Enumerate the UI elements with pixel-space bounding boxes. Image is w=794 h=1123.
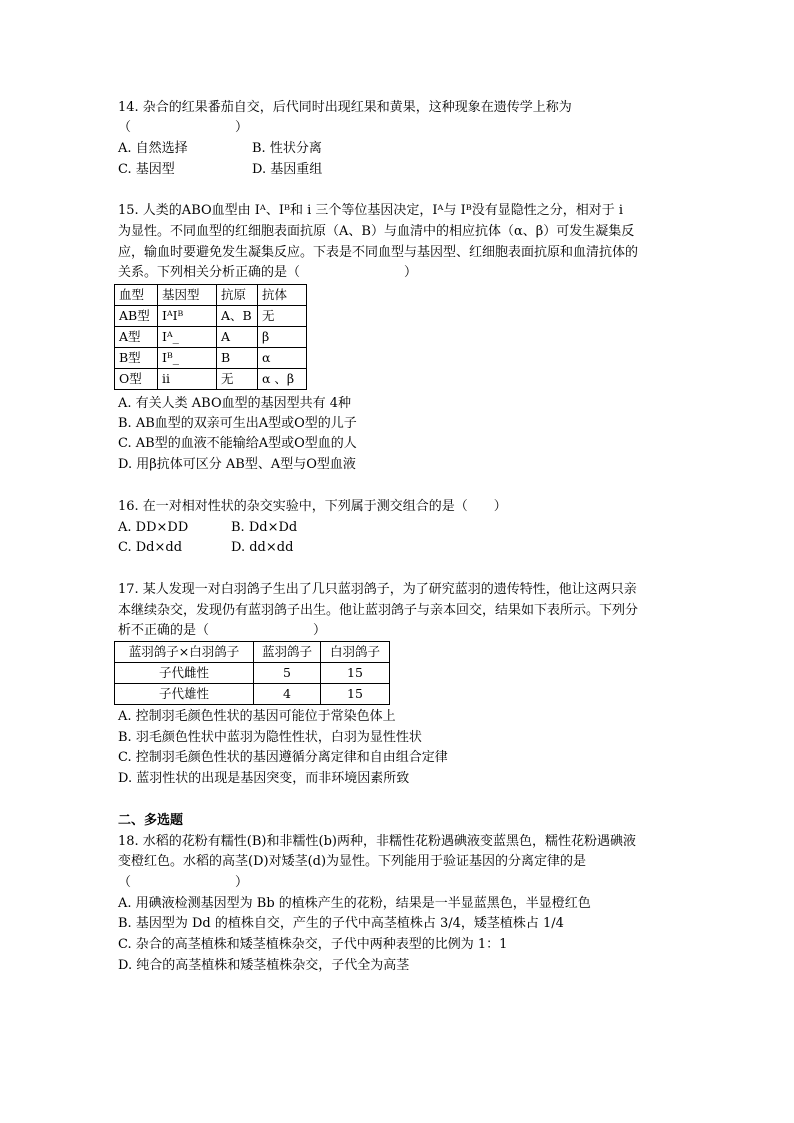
q16-option-b: B. Dd×Dd [231,520,298,535]
table-cell: 子代雄性 [115,684,254,705]
table-cell: 5 [254,663,321,684]
table-cell: α [258,348,307,369]
table-cell: A、B [217,306,258,327]
q16-option-c: C. Dd×dd [118,540,183,555]
table-cell: β [258,327,307,348]
q14-option-b: B. 性状分离 [252,141,322,156]
table-header-row [115,285,307,306]
q15-option-b: B. AB血型的双亲可生出A型或O型的儿子 [118,416,357,431]
q16-option-a: A. DD×DD [118,520,189,535]
table-cell: 无 [217,369,258,390]
table-header-row [115,642,390,663]
table-row [115,663,390,684]
table-cell: 15 [321,684,390,705]
q16-stem: 16. 在一对相对性状的杂交实验中，下列属于测交组合的是（ ） [118,499,507,514]
table-cell: A型 [115,327,158,348]
q17-stem-line-1: 17. 某人发现一对白羽鸽子生出了几只蓝羽鸽子，为了研究蓝羽的遗传特性，他让这两只亲 [118,582,637,597]
table-header-cell: 基因型 [158,285,217,306]
table-cell: 无 [258,306,307,327]
table-header-cell: 蓝羽鸽子×白羽鸽子 [115,642,254,663]
table-cell: B [217,348,258,369]
q15-option-d: D. 用β抗体可区分 AB型、A型与O型血液 [118,457,356,472]
q18-option-b: B. 基因型为 Dd 的植株自交，产生的子代中高茎植株占 3/4，矮茎植株占 1/4 [118,916,564,931]
q18-option-a: A. 用碘液检测基因型为 Bb 的植株产生的花粉，结果是一半显蓝黑色，半显橙红色 [118,896,591,911]
table-cell: Iᴬ_ [158,327,217,348]
q15-stem-line-1: 15. 人类的ABO血型由 Iᴬ、Iᴮ和 i 三个等位基因决定，Iᴬ与 Iᴮ没有显隐性之分，相对于 i [118,203,624,218]
section-title-multiple-choice: 二、多选题 [118,813,184,828]
table-cell: AB型 [115,306,158,327]
q18-stem-line-2: 变橙红色。水稻的高茎(D)对矮茎(d)为显性。下列能用于验证基因的分离定律的是 [118,854,587,869]
q15-option-c: C. AB型的血液不能输给A型或O型血的人 [118,436,357,451]
q14-option-d: D. 基因重组 [252,162,323,177]
q15-option-a: A. 有关人类 ABO血型的基因型共有 4种 [118,396,352,411]
q14-answer-blank: （ ） [118,120,249,135]
q17-option-a: A. 控制羽毛颜色性状的基因可能位于常染色体上 [118,709,396,724]
table-header-cell: 抗体 [258,285,307,306]
q16-option-d: D. dd×dd [231,540,294,555]
table-cell: 4 [254,684,321,705]
q17-stem-line-3: 析不正确的是（ ） [118,623,327,638]
q17-option-d: D. 蓝羽性状的出现是基因突变，而非环境因素所致 [118,771,410,786]
q17-option-b: B. 羽毛颜色性状中蓝羽为隐性性状，白羽为显性性状 [118,730,422,745]
q17-option-c: C. 控制羽毛颜色性状的基因遵循分离定律和自由组合定律 [118,750,448,765]
q14-option-c: C. 基因型 [118,162,175,177]
q18-option-c: C. 杂合的高茎植株和矮茎植株杂交，子代中两种表型的比例为 1：1 [118,937,508,952]
table-cell: ii [158,369,217,390]
table-row [115,369,307,390]
q17-stem-line-2: 本继续杂交，发现仍有蓝羽鸽子出生。他让蓝羽鸽子与亲本回交，结果如下表所示。下列分 [118,603,639,618]
table-row [115,327,307,348]
q17-results-table [114,641,390,705]
q18-stem-line-1: 18. 水稻的花粉有糯性(B)和非糯性(b)两种，非糯性花粉遇碘液变蓝黑色，糯性花粉遇碘液 [118,834,636,849]
table-header-cell: 抗原 [217,285,258,306]
table-row [115,684,390,705]
q15-stem-line-4: 关系。下列相关分析正确的是（ ） [118,265,418,280]
table-cell: IᴬIᴮ [158,306,217,327]
q15-blood-type-table [114,284,307,390]
table-cell: B型 [115,348,158,369]
table-row [115,306,307,327]
table-cell: α 、β [258,369,307,390]
table-cell: 15 [321,663,390,684]
table-header-cell: 血型 [115,285,158,306]
table-row [115,348,307,369]
q14-stem: 14. 杂合的红果番茄自交，后代同时出现红果和黄果，这种现象在遗传学上称为 [118,100,572,115]
table-cell: 子代雌性 [115,663,254,684]
q18-answer-blank: （ ） [118,875,249,890]
q18-option-d: D. 纯合的高茎植株和矮茎植株杂交，子代全为高茎 [118,958,410,973]
table-header-cell: 蓝羽鸽子 [254,642,321,663]
table-cell: A [217,327,258,348]
q15-stem-line-3: 应，输血时要避免发生凝集反应。下表是不同血型与基因型、红细胞表面抗原和血清抗体的 [118,245,639,260]
table-cell: Iᴮ_ [158,348,217,369]
table-header-cell: 白羽鸽子 [321,642,390,663]
table-cell: O型 [115,369,158,390]
q15-stem-line-2: 为显性。不同血型的红细胞表面抗原（A、B）与血清中的相应抗体（α、β）可发生凝集反 [118,224,635,239]
q14-option-a: A. 自然选择 [118,141,188,156]
